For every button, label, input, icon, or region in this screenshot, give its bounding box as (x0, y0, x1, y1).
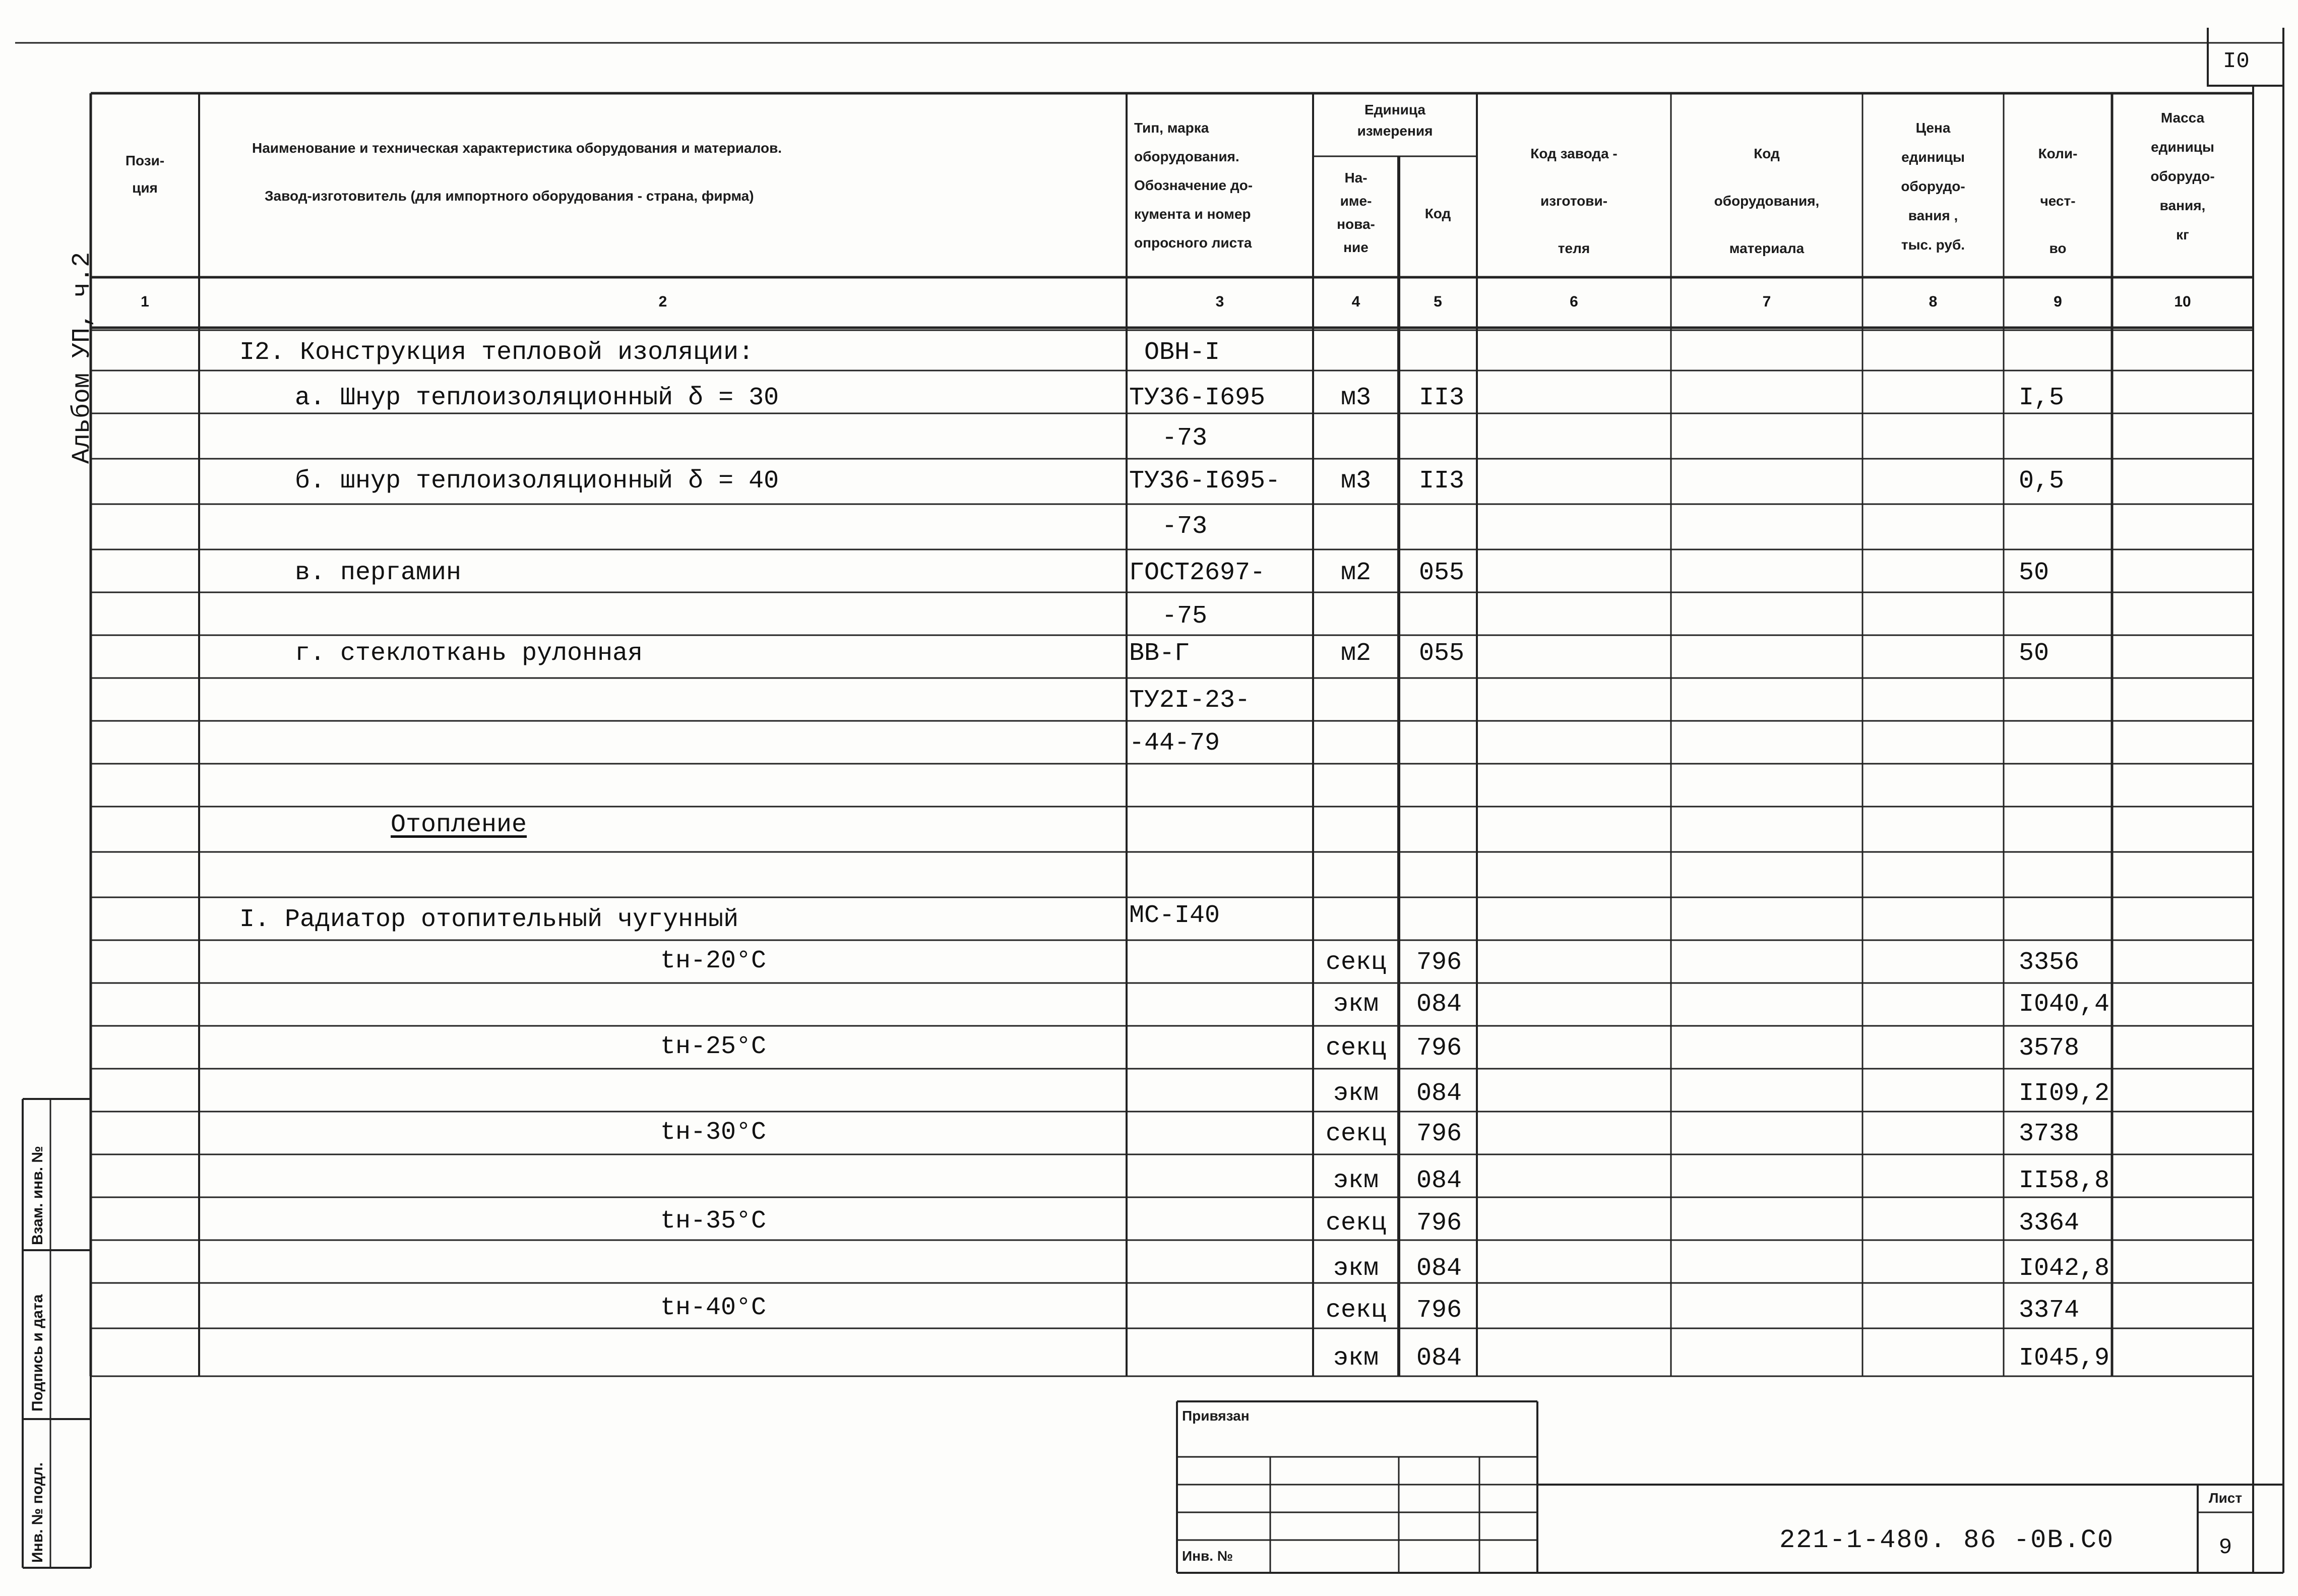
item-name: tн-25°C (660, 1032, 767, 1061)
item-qty: 50 (2019, 559, 2049, 587)
item-unit: секц (1325, 948, 1387, 977)
section-heading: Отопление (391, 811, 527, 839)
item-name: I2. Конструкция тепловой изоляции: (239, 338, 754, 367)
header-col1-line: ция (132, 180, 158, 196)
col-number: 5 (1434, 293, 1442, 310)
header-col8-line: вания , (1908, 208, 1958, 223)
header-col2-line2: Завод-изготовитель (для импортного оборудования - страна, фирма) (265, 188, 754, 204)
item-code: II3 (1419, 384, 1465, 412)
header-col4-line: име- (1340, 193, 1372, 209)
header-col10-line: оборудо- (2150, 168, 2215, 184)
header-col7-line: Код (1754, 146, 1780, 161)
col-number: 10 (2174, 293, 2191, 310)
item-qty: II09,2 (2019, 1079, 2110, 1108)
header-col6-line: изготови- (1540, 193, 1608, 209)
item-unit: секц (1325, 1296, 1387, 1325)
header-col8 (1862, 113, 2004, 260)
item-qty: 3578 (2019, 1034, 2080, 1063)
item-type: ТУ36-I695- (1129, 467, 1281, 496)
item-unit: экм (1333, 1344, 1379, 1373)
header-col7-line: оборудования, (1714, 193, 1820, 209)
header-col6-line: Код завода - (1530, 146, 1618, 161)
col-number: 3 (1215, 293, 1224, 310)
item-qty: 3364 (2019, 1209, 2080, 1238)
item-code: 055 (1419, 639, 1465, 668)
item-code: 796 (1416, 948, 1462, 977)
header-col1-line: Пози- (125, 153, 165, 168)
item-unit: м3 (1340, 384, 1371, 412)
item-type: ОВН-I (1144, 338, 1220, 367)
sheet-number: 9 (2218, 1535, 2232, 1560)
header-col3-line: Тип, марка (1134, 120, 1209, 136)
item-qty: 50 (2019, 639, 2049, 668)
header-col10-line: Масса (2160, 110, 2205, 126)
stamp-vzam-inv: Взам. инв. № (29, 1146, 46, 1245)
item-unit: экм (1333, 990, 1379, 1019)
item-unit: экм (1333, 1167, 1379, 1195)
header-col5: Код (1424, 206, 1451, 221)
item-unit: экм (1333, 1254, 1379, 1283)
header-col1 (93, 154, 197, 195)
item-code: 055 (1419, 559, 1465, 587)
header-col10-line: вания, (2159, 198, 2206, 213)
item-type: ТУ2I-23- (1129, 686, 1251, 715)
item-unit: секц (1325, 1120, 1387, 1148)
header-col3-line: опросного листа (1134, 235, 1252, 251)
col-number: 9 (2054, 293, 2062, 310)
header-col9-line: Коли- (2038, 146, 2078, 161)
header-col3 (1134, 113, 1253, 257)
header-col4-line: нова- (1337, 216, 1375, 232)
item-name: а. Шнур теплоизоляционный δ = 30 (295, 384, 779, 412)
document-code: 221-1-480. 86 -0В.С0 (1779, 1525, 2115, 1555)
item-type: ТУ36-I695 (1129, 384, 1266, 412)
stamp-inv-podl: Инв. № подл. (29, 1462, 46, 1563)
col-number: 1 (141, 293, 149, 310)
header-col10-line: кг (2176, 227, 2189, 242)
header-col3-line: кумента и номер (1134, 206, 1251, 222)
header-col9-line: чест- (2040, 193, 2076, 209)
header-col2-line1: Наименование и техническая характеристика оборудования и материалов. (252, 140, 782, 156)
item-code: II3 (1419, 467, 1465, 496)
item-code: 796 (1416, 1296, 1462, 1325)
stamp-privyazan: Привязан (1182, 1408, 1250, 1424)
header-col10-line: единицы (2151, 139, 2214, 155)
header-col8-line: оборудо- (1901, 178, 1965, 194)
item-code: 084 (1416, 990, 1462, 1019)
item-type: ГОСТ2697- (1129, 559, 1266, 587)
item-qty: 3356 (2019, 948, 2080, 977)
header-col6 (1477, 130, 1671, 272)
sheet-label: Лист (2208, 1490, 2243, 1506)
item-code: 796 (1416, 1120, 1462, 1148)
header-col8-line: единицы (1901, 149, 1965, 165)
item-qty: I040,4 (2019, 990, 2110, 1019)
header-col7 (1671, 130, 1862, 272)
item-code: 796 (1416, 1209, 1462, 1238)
item-name: tн-30°C (660, 1118, 767, 1147)
header-col3-line: Обозначение до- (1134, 177, 1253, 193)
col-number: 7 (1762, 293, 1771, 310)
header-col3-line: оборудования. (1134, 149, 1239, 164)
stamp-podpis-data: Подпись и дата (29, 1294, 46, 1411)
header-col8-line: Цена (1915, 120, 1951, 136)
item-name: б. шнур теплоизоляционный δ = 40 (295, 467, 779, 496)
header-col10 (2112, 103, 2253, 250)
item-name: в. пергамин (295, 559, 462, 587)
item-qty: II58,8 (2019, 1167, 2110, 1195)
stamp-inv-no: Инв. № (1182, 1548, 1233, 1564)
col-number: 8 (1929, 293, 1938, 310)
item-code: 084 (1416, 1167, 1462, 1195)
col-number: 2 (658, 293, 667, 310)
item-unit: м2 (1340, 639, 1371, 668)
item-code: 084 (1416, 1344, 1462, 1373)
item-name: tн-35°C (660, 1207, 767, 1236)
item-type: -73 (1162, 512, 1208, 541)
item-qty: I,5 (2019, 384, 2065, 412)
item-qty: 0,5 (2019, 467, 2065, 496)
item-code: 084 (1416, 1079, 1462, 1108)
item-unit: м2 (1340, 559, 1371, 587)
item-name: I. Радиатор отопительный чугунный (239, 905, 739, 934)
item-qty: 3738 (2019, 1120, 2080, 1148)
header-unit-group (1313, 99, 1477, 142)
item-unit: секц (1325, 1209, 1387, 1238)
album-label: Альбом УП, ч.2 (68, 252, 97, 464)
item-type: ВВ-Г (1129, 639, 1190, 668)
item-unit: секц (1325, 1034, 1387, 1063)
header-col6-line: теля (1558, 240, 1590, 256)
header-col4-line: На- (1344, 170, 1368, 186)
header-col9-line: во (2049, 240, 2067, 256)
item-type: МС-I40 (1129, 901, 1220, 930)
sheet-corner-number: I0 (2223, 49, 2250, 74)
item-type: -75 (1162, 602, 1208, 631)
item-type: -73 (1162, 424, 1208, 453)
item-qty: I045,9 (2019, 1344, 2110, 1373)
item-unit: экм (1333, 1079, 1379, 1108)
header-col4 (1313, 166, 1399, 259)
col-number: 6 (1570, 293, 1578, 310)
col-number: 4 (1351, 293, 1360, 310)
header-col7-line: материала (1729, 240, 1805, 256)
item-unit: м3 (1340, 467, 1371, 496)
item-qty: I042,8 (2019, 1254, 2110, 1283)
item-code: 796 (1416, 1034, 1462, 1063)
item-type: -44-79 (1129, 729, 1220, 758)
header-unit-group-line: измерения (1357, 123, 1433, 139)
header-col8-line: тыс. руб. (1901, 237, 1965, 253)
item-code: 084 (1416, 1254, 1462, 1283)
item-name: г. стеклоткань рулонная (295, 639, 643, 668)
header-unit-group-line: Единица (1364, 102, 1425, 117)
header-col9 (2004, 130, 2112, 272)
item-name: tн-20°C (660, 947, 767, 975)
header-col4-line: ние (1343, 239, 1369, 255)
item-qty: 3374 (2019, 1296, 2080, 1325)
item-name: tн-40°C (660, 1294, 767, 1322)
